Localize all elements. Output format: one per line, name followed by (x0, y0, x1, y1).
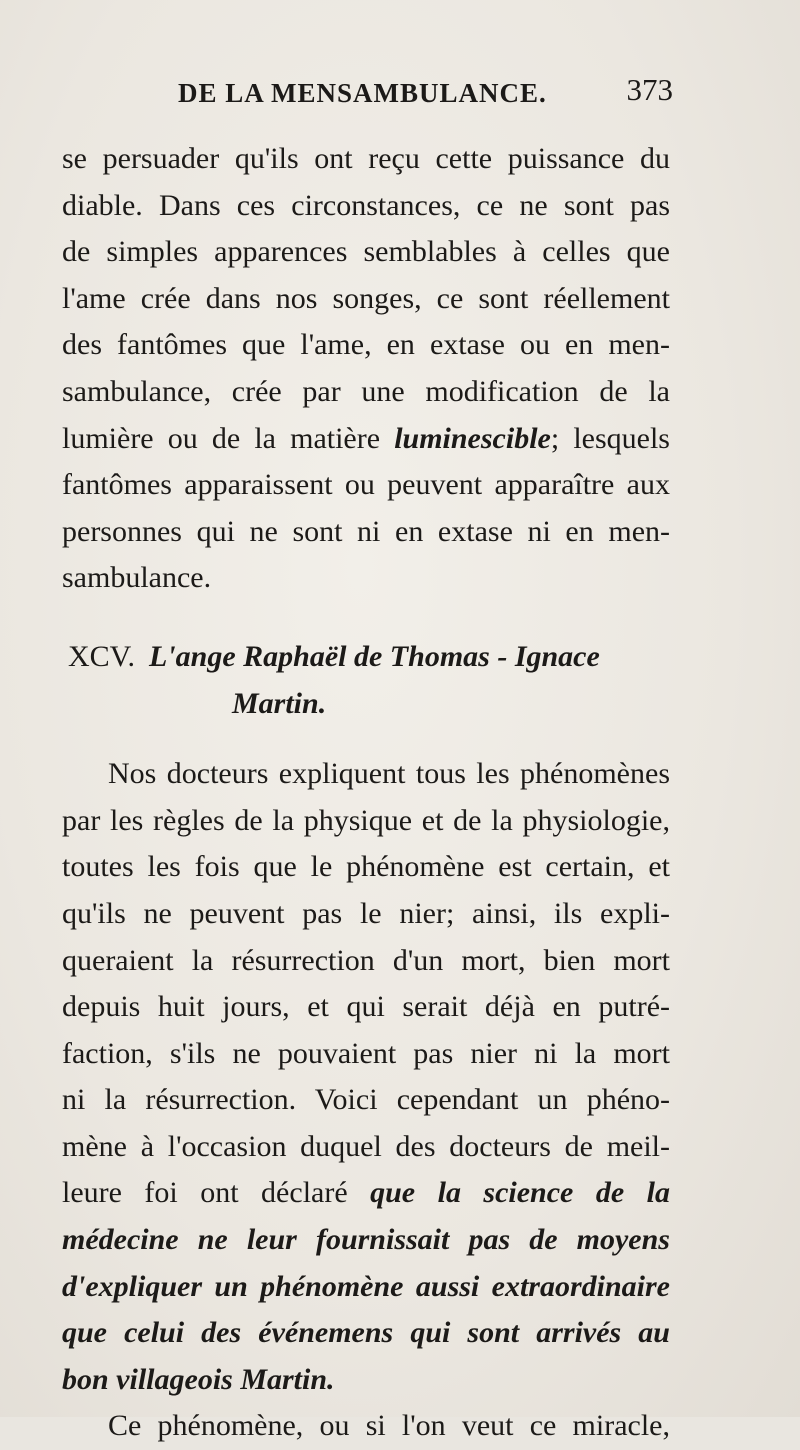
text-line: Ce phénomène, ou si l'on veut ce miracle, (108, 1409, 670, 1443)
text-line: qu'ils ne peuvent pas le nier; ainsi, ils expli- (62, 896, 670, 930)
text-line: Nos docteurs expliquent tous les phénomènes (108, 757, 670, 791)
italic-quote: que la science de la (370, 1176, 670, 1210)
paragraph-2 (62, 751, 670, 1403)
section-heading (62, 634, 670, 727)
text-segment: leure foi ont déclaré (62, 1176, 371, 1210)
text-line (62, 416, 670, 463)
italic-quote-line: d'expliquer un phénomène aussi extraordinaire (62, 1269, 670, 1303)
text-line: toutes les fois que le phénomène est certain, et (62, 850, 670, 884)
italic-term: luminescible (394, 421, 551, 455)
text-segment: ; lesquels (550, 421, 670, 455)
text-line: des fantômes que l'ame, en extase ou en men- (62, 328, 670, 362)
section-number: XCV. (68, 639, 135, 673)
section-title: L'ange Raphaël de Thomas - Ignace (148, 639, 600, 673)
text-line: de simples apparences semblables à celles que (62, 235, 670, 269)
paragraph-3 (62, 1403, 670, 1450)
text-line: par les règles de la physique et de la physiologie, (62, 803, 670, 837)
section-title-line (62, 634, 670, 681)
text-line (62, 1170, 670, 1217)
paragraph-1 (62, 136, 670, 602)
text-line: mène à l'occasion duquel des docteurs de meil- (62, 1129, 670, 1163)
text-line: sambulance, crée par une modification de la (62, 374, 670, 408)
page-header (178, 72, 673, 118)
text-line: faction, s'ils ne pouvaient pas nier ni la mort (62, 1036, 670, 1070)
text-segment: lumière ou de la matière (62, 421, 395, 455)
text-line: l'ame crée dans nos songes, ce sont réellement (62, 281, 670, 315)
text-line: sambulance. (62, 561, 212, 595)
italic-quote-line: médecine ne leur fournissait pas de moyens (62, 1223, 670, 1257)
text-line: se persuader qu'ils ont reçu cette puissance du (62, 142, 670, 175)
italic-quote-line: bon villageois Martin. (62, 1362, 335, 1396)
text-line: personnes qui ne sont ni en extase ni en men- (62, 514, 670, 548)
section-title-line: Martin. (232, 686, 327, 720)
text-line: ni la résurrection. Voici cependant un phéno- (62, 1083, 670, 1117)
running-head: DE LA MENSAMBULANCE. (178, 78, 547, 108)
text-line: queraient la résurrection d'un mort, bien mort (62, 943, 670, 977)
italic-quote-line: que celui des événemens qui sont arrivés au (62, 1316, 670, 1350)
text-line: diable. Dans ces circonstances, ce ne sont pas (62, 188, 670, 222)
body-text (62, 136, 670, 1450)
text-line: fantômes apparaissent ou peuvent apparaître aux (62, 468, 670, 502)
text-line: depuis huit jours, et qui serait déjà en putré- (62, 990, 670, 1024)
page-number: 373 (626, 72, 673, 107)
